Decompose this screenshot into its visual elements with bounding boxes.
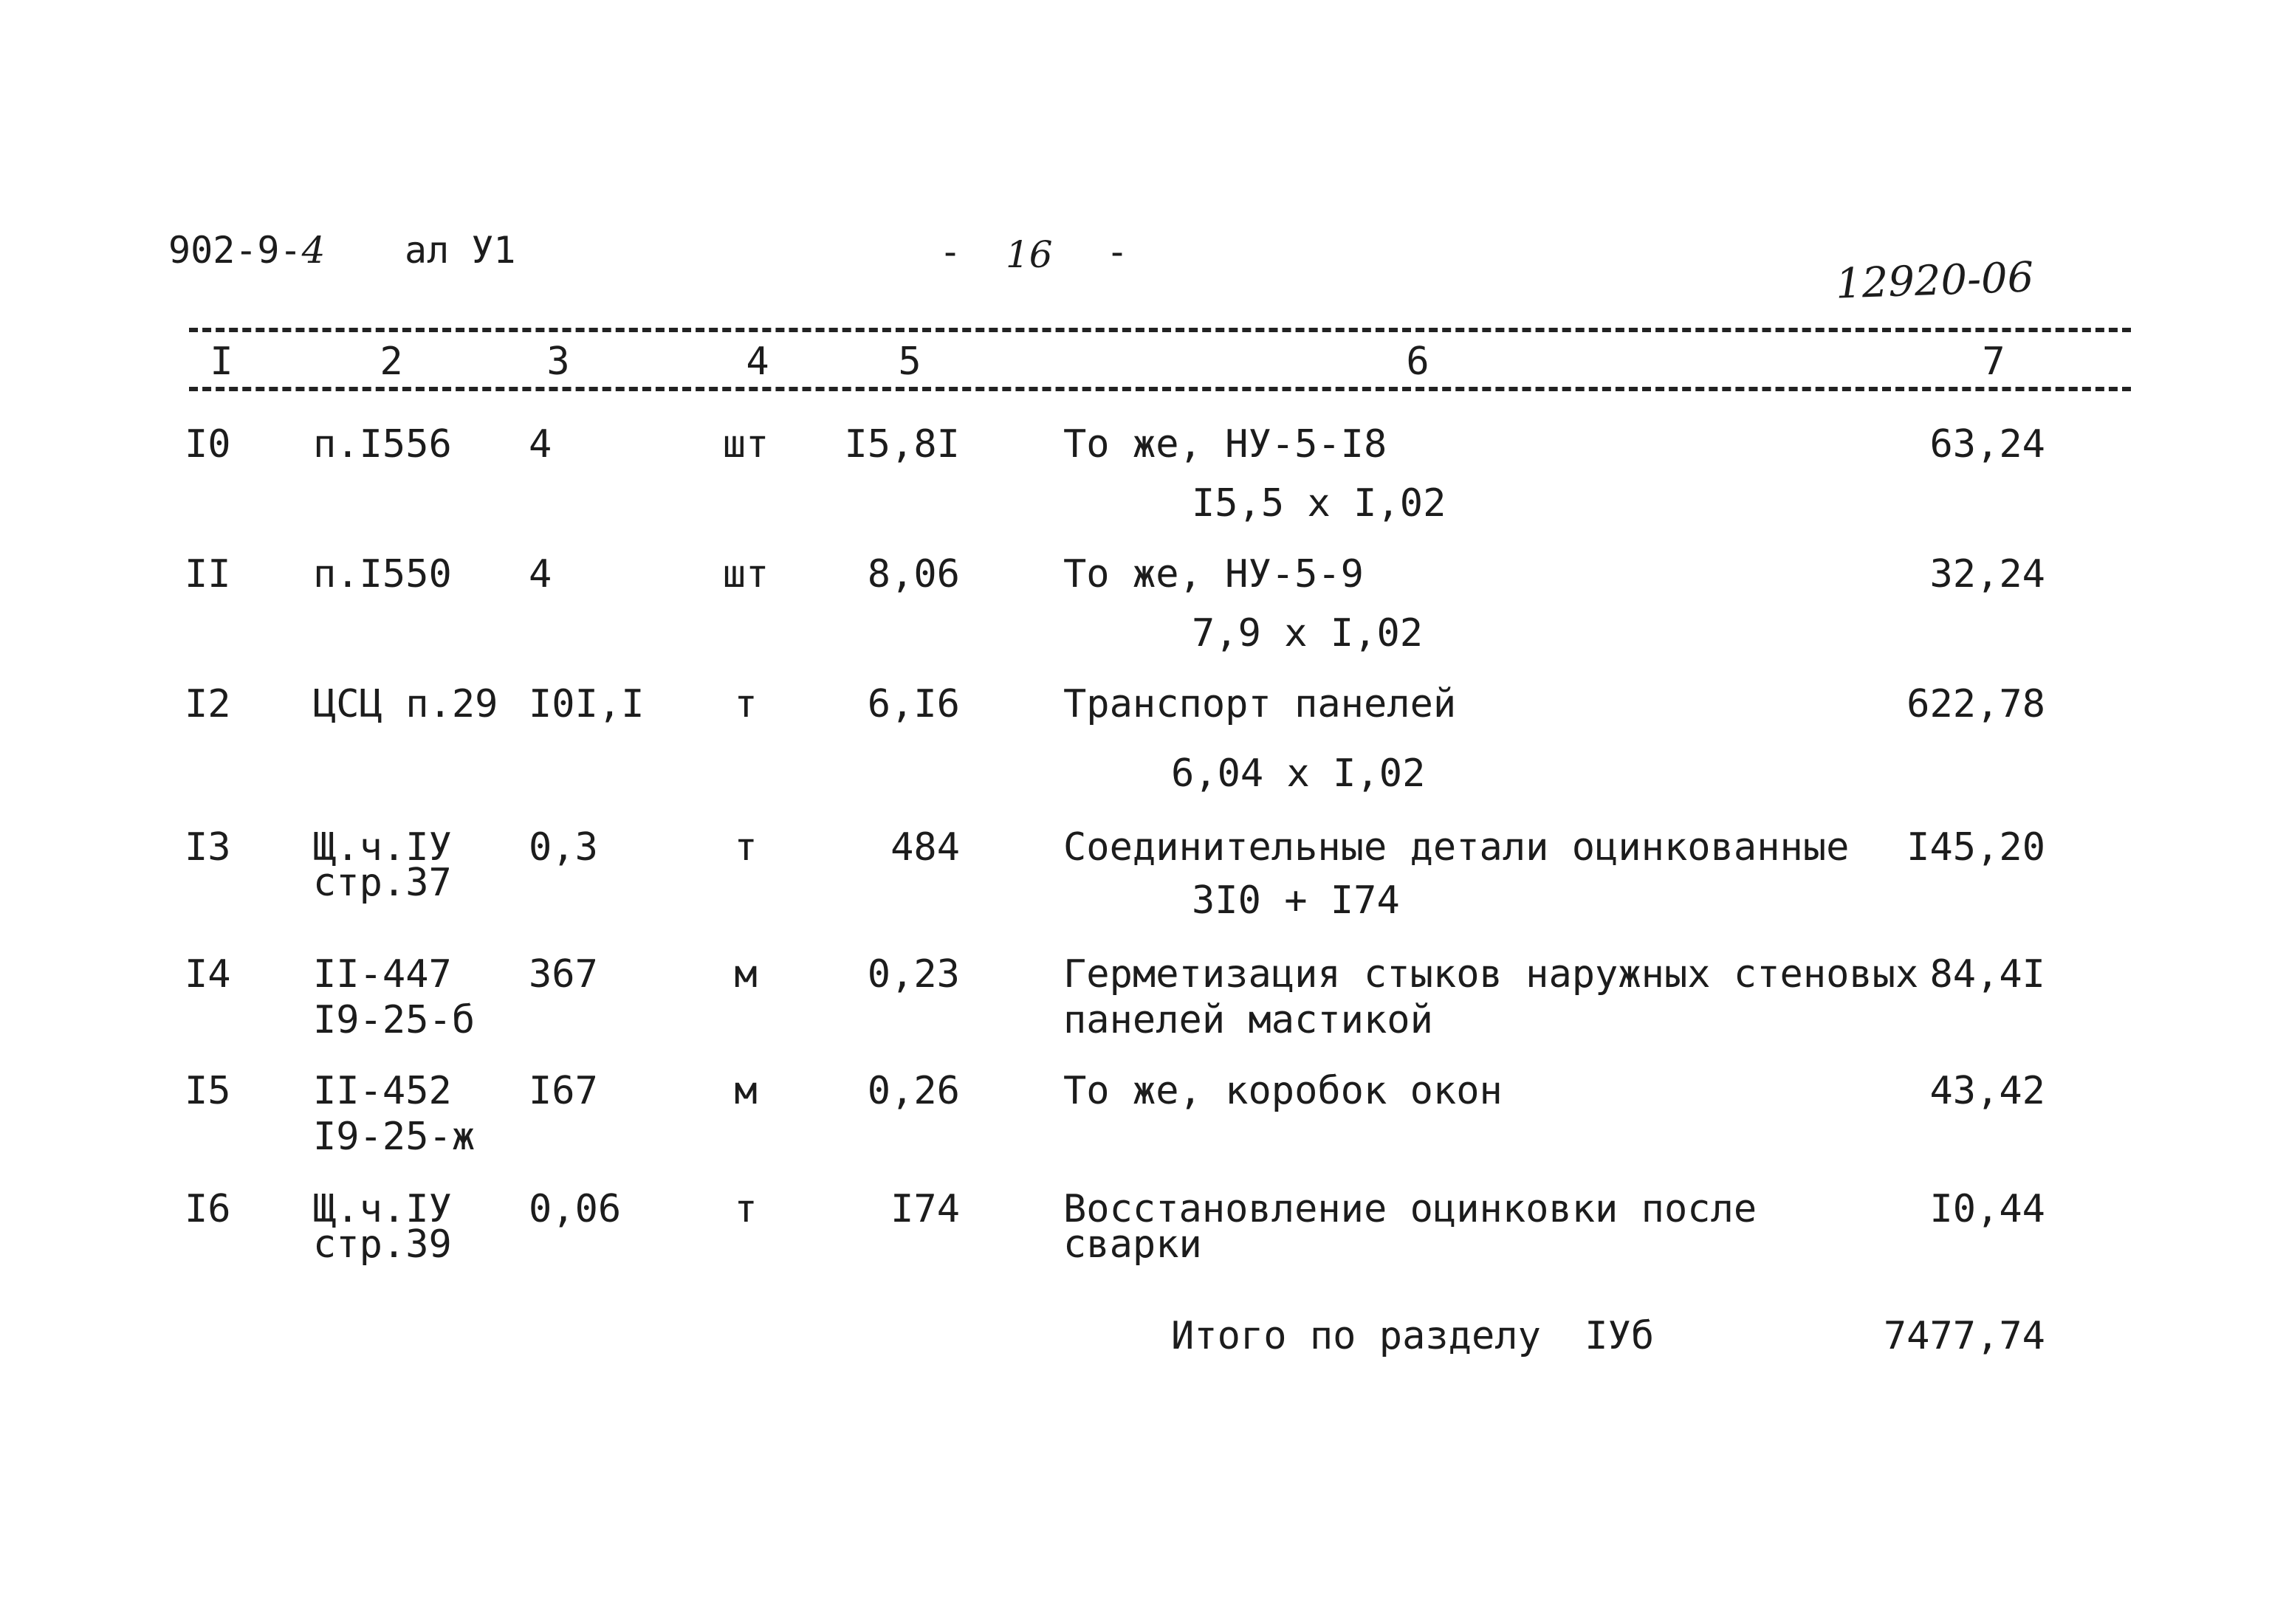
bottom-dashed-rule xyxy=(189,387,2131,391)
row-reference: I9-25-б xyxy=(313,998,476,1042)
column-header-5: 5 xyxy=(898,340,921,384)
row-total: 43,42 xyxy=(1929,1069,2045,1113)
row-reference: II-447 xyxy=(313,952,452,997)
row-total: 32,24 xyxy=(1929,552,2045,596)
row-reference: Щ.ч.IУ xyxy=(313,1187,452,1231)
row-price: I5,8I xyxy=(844,422,960,467)
column-header-7: 7 xyxy=(1982,340,2005,384)
row-quantity: 367 xyxy=(529,952,598,997)
row-number: I6 xyxy=(185,1187,231,1231)
row-formula: 3I0 + I74 xyxy=(1192,878,1400,923)
summary-section: IУб xyxy=(1585,1314,1655,1358)
row-price: 6,I6 xyxy=(867,682,960,726)
row-price: 8,06 xyxy=(867,552,960,596)
row-quantity: 0,3 xyxy=(529,825,598,870)
row-number: I5 xyxy=(185,1069,231,1113)
row-reference: I9-25-ж xyxy=(313,1115,476,1159)
album-label: ал У1 xyxy=(405,229,516,272)
row-total: 84,4I xyxy=(1929,952,2045,997)
column-header-2: 2 xyxy=(380,340,403,384)
row-reference: Щ.ч.IУ xyxy=(313,825,452,870)
row-number: I3 xyxy=(185,825,231,870)
row-description: панелей мастикой xyxy=(1063,998,1433,1042)
top-dashed-rule xyxy=(189,328,2131,332)
row-reference: стр.37 xyxy=(313,861,452,905)
row-total: I0,44 xyxy=(1929,1187,2045,1231)
document-code xyxy=(168,229,325,272)
row-price: 0,26 xyxy=(867,1069,960,1113)
row-unit: шт xyxy=(722,422,769,467)
row-reference: ЦСЦ п.29 xyxy=(313,682,498,726)
row-quantity: 4 xyxy=(529,552,552,596)
row-formula: I5,5 x I,02 xyxy=(1192,481,1446,526)
row-reference: п.I556 xyxy=(313,422,452,467)
row-price: 0,23 xyxy=(867,952,960,997)
page-number: 16 xyxy=(1006,233,1053,276)
row-quantity: I67 xyxy=(529,1069,598,1113)
row-unit: шт xyxy=(722,552,769,596)
document-code-printed: 902-9- xyxy=(168,229,302,272)
row-number: I4 xyxy=(185,952,231,997)
summary-label-text: Итого по разделу xyxy=(1171,1314,1541,1358)
row-quantity: 0,06 xyxy=(529,1187,622,1231)
document-code-handwritten: 4 xyxy=(301,229,326,272)
row-description: То же, НУ-5-9 xyxy=(1063,552,1364,596)
row-reference: стр.39 xyxy=(313,1222,452,1267)
row-description: То же, коробок окон xyxy=(1063,1069,1503,1113)
row-total: I45,20 xyxy=(1906,825,2045,870)
row-reference: II-452 xyxy=(313,1069,452,1113)
row-unit: т xyxy=(734,1187,758,1231)
column-header-4: 4 xyxy=(746,340,769,384)
row-price: 484 xyxy=(890,825,960,870)
row-description: Восстановление оцинковки после xyxy=(1063,1187,1757,1231)
row-total: 622,78 xyxy=(1906,682,2045,726)
row-number: I0 xyxy=(185,422,231,467)
row-price: I74 xyxy=(890,1187,960,1231)
row-quantity: 4 xyxy=(529,422,552,467)
row-description: Соединительные детали оцинкованные xyxy=(1063,825,1850,870)
row-unit: т xyxy=(734,682,758,726)
row-number: II xyxy=(185,552,231,596)
row-description: Транспорт панелей xyxy=(1063,682,1457,726)
document-stamp: 12920-06 xyxy=(1834,253,2035,309)
row-description: Герметизация стыков наружных стеновых xyxy=(1063,952,1919,997)
column-header-1: I xyxy=(210,340,233,384)
row-formula: 7,9 x I,02 xyxy=(1192,611,1424,656)
row-unit: м xyxy=(734,952,758,997)
row-total: 63,24 xyxy=(1929,422,2045,467)
column-header-6: 6 xyxy=(1406,340,1429,384)
summary-total: 7477,74 xyxy=(1883,1314,2045,1358)
row-quantity: I0I,I xyxy=(529,682,645,726)
row-unit: т xyxy=(734,825,758,870)
summary-label xyxy=(1171,1314,1654,1358)
page-dash-left: - xyxy=(939,230,962,273)
row-description: То же, НУ-5-I8 xyxy=(1063,422,1387,467)
row-description: сварки xyxy=(1063,1222,1202,1267)
row-unit: м xyxy=(734,1069,758,1113)
row-formula: 6,04 x I,02 xyxy=(1171,751,1426,796)
page-dash-right: - xyxy=(1106,230,1129,273)
row-number: I2 xyxy=(185,682,231,726)
column-header-3: 3 xyxy=(546,340,570,384)
row-reference: п.I550 xyxy=(313,552,452,596)
